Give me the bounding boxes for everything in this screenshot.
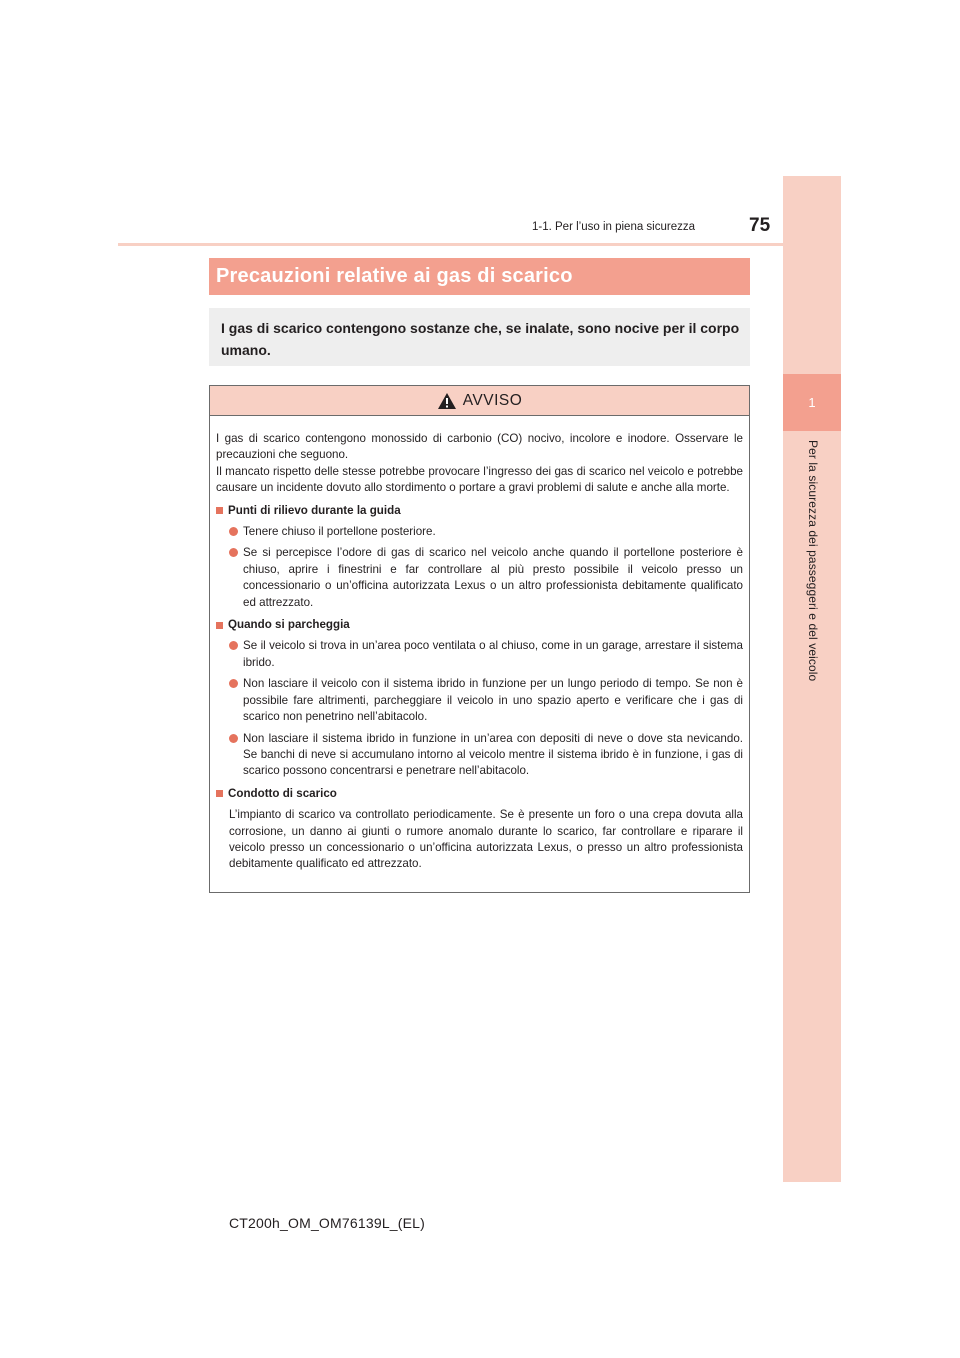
warning-paragraph-1: I gas di scarico contengono monossido di carbonio (CO) nocivo, incolore e inodore. Osservare le precauzioni che seguono.	[216, 432, 743, 462]
warning-paragraph-2: Il mancato rispetto delle stesse potrebbe provocare l’ingresso dei gas di scarico nel veicolo e potrebbe causare un incidente dovuto allo stordimento o portare a gravi problemi di salute e anche alla morte.	[216, 464, 743, 495]
circle-bullet-icon	[229, 679, 238, 688]
intro-box	[209, 308, 750, 366]
circle-bullet-icon	[229, 548, 238, 557]
list-item-text: Non lasciare il sistema ibrido in funzione in un’area con depositi di neve o dove sta nevicando. Se banchi di neve si accumulano intorno al veicolo mentre il sistema ibrido è in funzione, i gas di scarico possono concentrarsi e penetrare nell’abitacolo.	[243, 731, 743, 778]
square-bullet-icon	[216, 507, 223, 514]
list-item-text: Tenere chiuso il portellone posteriore.	[243, 525, 436, 539]
list-item-text: Non lasciare il veicolo con il sistema ibrido in funzione per un lungo periodo di tempo. Se non è possibile fare altrimenti, parcheggiare il veicolo in uno spazio aperto e verificare che i gas di scarico non penetrino nell’abitacolo.	[243, 677, 743, 724]
circle-bullet-icon	[229, 527, 238, 536]
list-item	[216, 676, 743, 725]
section-text: L’impianto di scarico va controllato periodicamente. Se è presente un foro o una crepa dovuta alla corrosione, un danno ai giunti o rumore anomalo durante lo scarico, far controllare e riparare il veicolo presso un concessionario o un’officina autorizzata Lexus, o presso un altro professionista debitamente qualificato ed attrezzato.	[229, 808, 743, 871]
list-item-text: Se il veicolo si trova in un’area poco ventilata o al chiuso, come in un garage, arrestare il sistema ibrido.	[243, 639, 743, 669]
list-item	[216, 545, 743, 611]
square-bullet-icon	[216, 790, 223, 797]
circle-bullet-icon	[229, 641, 238, 650]
list-item-text: Se si percepisce l’odore di gas di scarico nel veicolo anche quando il portellone posteriore è chiuso, aprire i finestrini e far controllare al più presto possibile il veicolo presso un concessionario o un’officina autorizzata Lexus o un altro professionista debitamente qualificato ed attrezzato.	[243, 546, 743, 609]
circle-bullet-icon	[229, 734, 238, 743]
section-heading-text: Punti di rilievo durante la guida	[228, 503, 401, 517]
document-code: CT200h_OM_OM76139L_(EL)	[229, 1215, 426, 1231]
warning-box	[209, 385, 750, 893]
intro-text: I gas di scarico contengono sostanze che, se inalate, sono nocive per il corpo umano.	[221, 320, 740, 358]
warning-header	[210, 386, 749, 416]
warning-triangle-icon	[437, 392, 457, 410]
warning-label: AVVISO	[462, 391, 523, 409]
section-heading-text: Quando si parcheggia	[228, 618, 350, 632]
square-bullet-icon	[216, 622, 223, 629]
list-item	[216, 638, 743, 671]
chapter-title: Per la sicurezza dei passeggeri e del veicolo	[806, 440, 820, 682]
header-section-title: 1-1. Per l’uso in piena sicurezza	[532, 221, 695, 233]
page-number: 75	[749, 215, 771, 236]
section-heading-driving	[216, 503, 743, 519]
section-heading-parking	[216, 617, 743, 633]
chapter-number-tab[interactable]	[783, 374, 841, 431]
list-item	[216, 524, 743, 540]
section-title-bar	[209, 258, 750, 295]
section-title: Precauzioni relative ai gas di scarico	[216, 265, 573, 287]
section-heading-exhaust	[216, 786, 743, 802]
list-item	[216, 731, 743, 780]
header-divider	[118, 243, 841, 246]
chapter-number: 1	[808, 395, 816, 410]
warning-body	[210, 416, 749, 873]
section-heading-text: Condotto di scarico	[228, 786, 337, 800]
